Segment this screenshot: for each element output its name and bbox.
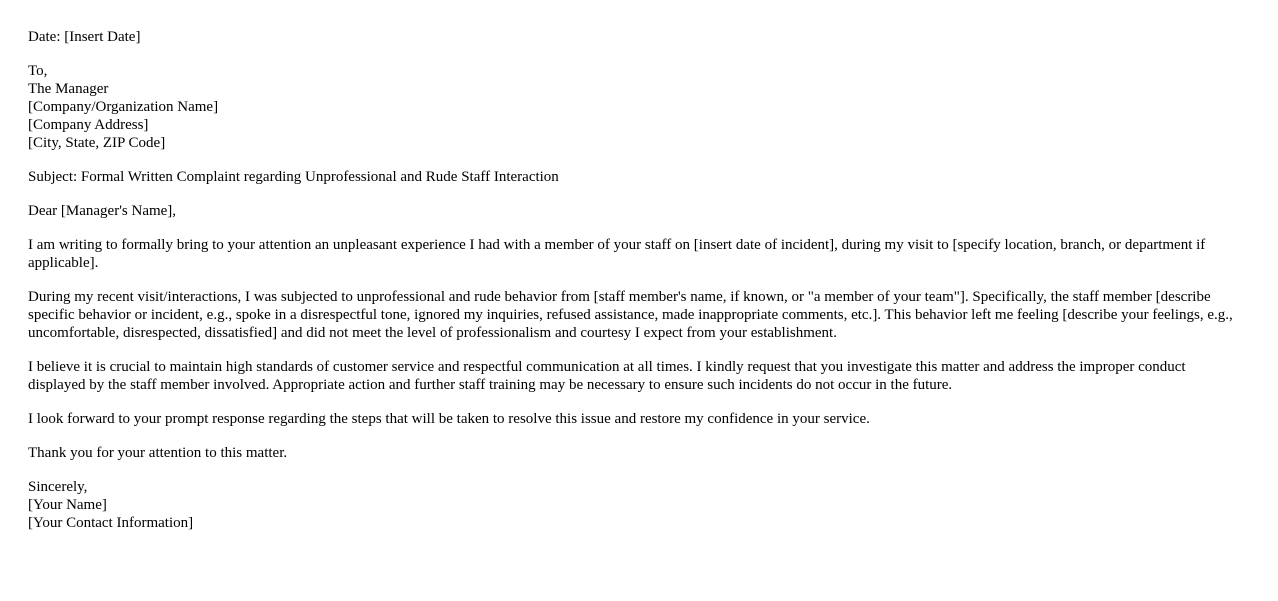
body-paragraph-thanks: Thank you for your attention to this matter. <box>28 445 288 461</box>
sign-off: Sincerely, <box>28 479 88 495</box>
recipient-title: The Manager <box>28 81 109 97</box>
signature-contact: [Your Contact Information] <box>28 515 194 531</box>
salutation: Dear [Manager's Name], <box>28 203 177 219</box>
signature-name: [Your Name] <box>28 497 107 513</box>
body-paragraph-intro: I am writing to formally bring to your attention an unpleasant experience I had with a member of your staff on [insert date of incident], during my visit to [specify location, branch, or department if applicable]. <box>28 237 1206 271</box>
recipient-address-line: [Company Address] <box>28 117 149 133</box>
complaint-letter <box>28 28 1238 548</box>
salutation-block <box>28 202 1238 220</box>
signature-block <box>28 478 1238 532</box>
date-line: Date: [Insert Date] <box>28 29 141 45</box>
body-paragraph-followup: I look forward to your prompt response regarding the steps that will be taken to resolve this issue and restore my confidence in your service. <box>28 411 870 427</box>
recipient-company: [Company/Organization Name] <box>28 99 219 115</box>
recipient-city: [City, State, ZIP Code] <box>28 135 166 151</box>
recipient-to: To, <box>28 63 48 79</box>
body-paragraph-request: I believe it is crucial to maintain high standards of customer service and respectful communication at all times. I kindly request that you investigate this matter and address the improper conduct displayed by the staff member involved. Appropriate action and further staff training may be necessary to ensure such incidents do not occur in the future. <box>28 359 1186 393</box>
subject-block <box>28 168 1238 186</box>
recipient-address <box>28 62 1238 152</box>
date-block <box>28 28 1238 46</box>
body-paragraph-details: During my recent visit/interactions, I was subjected to unprofessional and rude behavior from [staff member's name, if known, or "a member of your team"]. Specifically, the staff member [describe specific behavior or incident, e.g., spoke in a disrespectful tone, ignored my inquiries, refused assistance, made inappropriate comments, etc.]. This behavior left me feeling [describe your feelings, e.g., uncomfortable, disrespected, dissatisfied] and did not meet the level of professionalism and courtesy I expect from your establishment. <box>28 289 1233 341</box>
subject-line: Subject: Formal Written Complaint regarding Unprofessional and Rude Staff Interaction <box>28 169 559 185</box>
